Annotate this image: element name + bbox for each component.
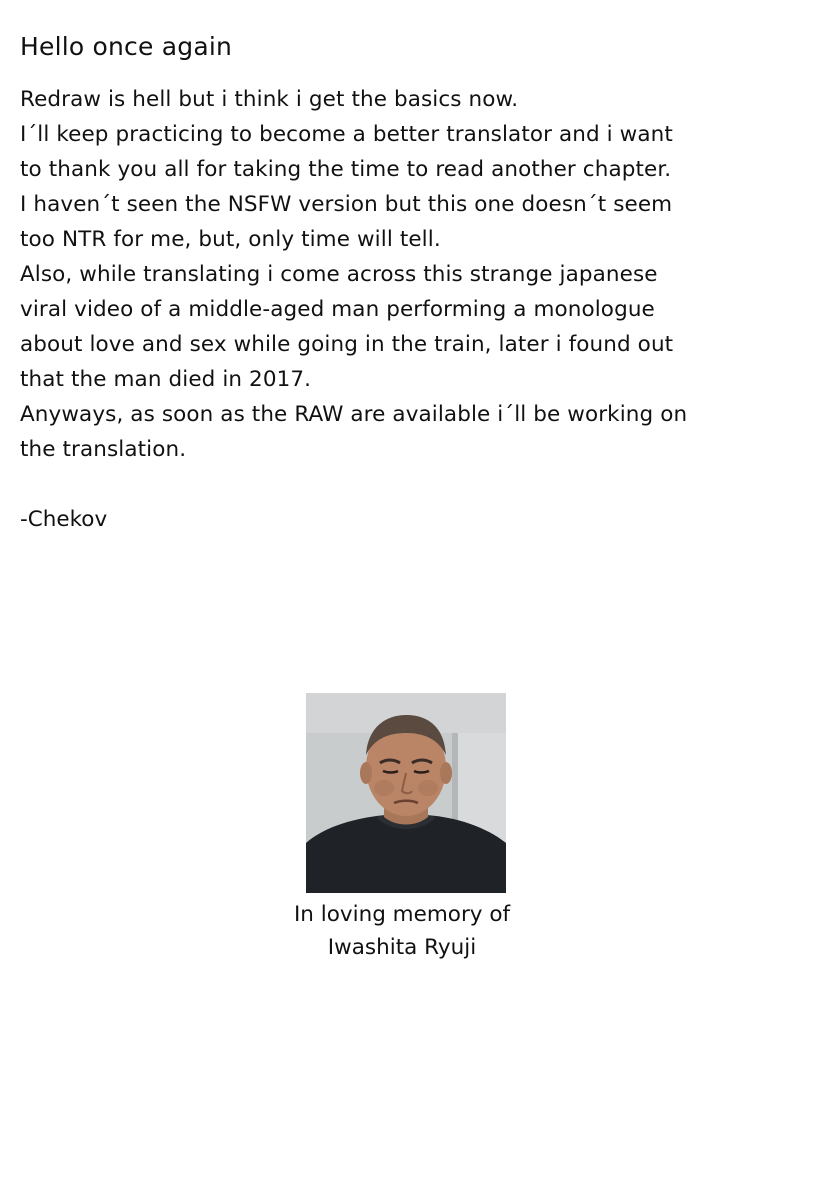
signature: -Chekov <box>20 507 108 532</box>
caption-name: Iwashita Ryuji <box>327 935 477 960</box>
note-line: too NTR for me, but, only time will tell. <box>20 227 441 252</box>
note-line: the translation. <box>20 437 187 462</box>
note-body <box>20 82 810 467</box>
note-line: Also, while translating i come across this strange japanese <box>20 262 658 287</box>
note-line: Anyways, as soon as the RAW are available i´ll be working on <box>20 402 688 427</box>
note-line: I´ll keep practicing to become a better translator and i want <box>20 122 673 147</box>
note-line: viral video of a middle-aged man performing a monologue <box>20 297 655 322</box>
note-line: to thank you all for taking the time to read another chapter. <box>20 157 672 182</box>
caption-line: In loving memory of <box>293 902 511 927</box>
note-line: Redraw is hell but i think i get the basics now. <box>20 87 519 112</box>
greeting-heading: Hello once again <box>20 32 233 61</box>
note-line: that the man died in 2017. <box>20 367 312 392</box>
note-line: about love and sex while going in the train, later i found out <box>20 332 674 357</box>
note-line: I haven´t seen the NSFW version but this one doesn´t seem <box>20 192 673 217</box>
memorial-caption <box>200 898 604 964</box>
memorial-photo <box>306 693 506 893</box>
